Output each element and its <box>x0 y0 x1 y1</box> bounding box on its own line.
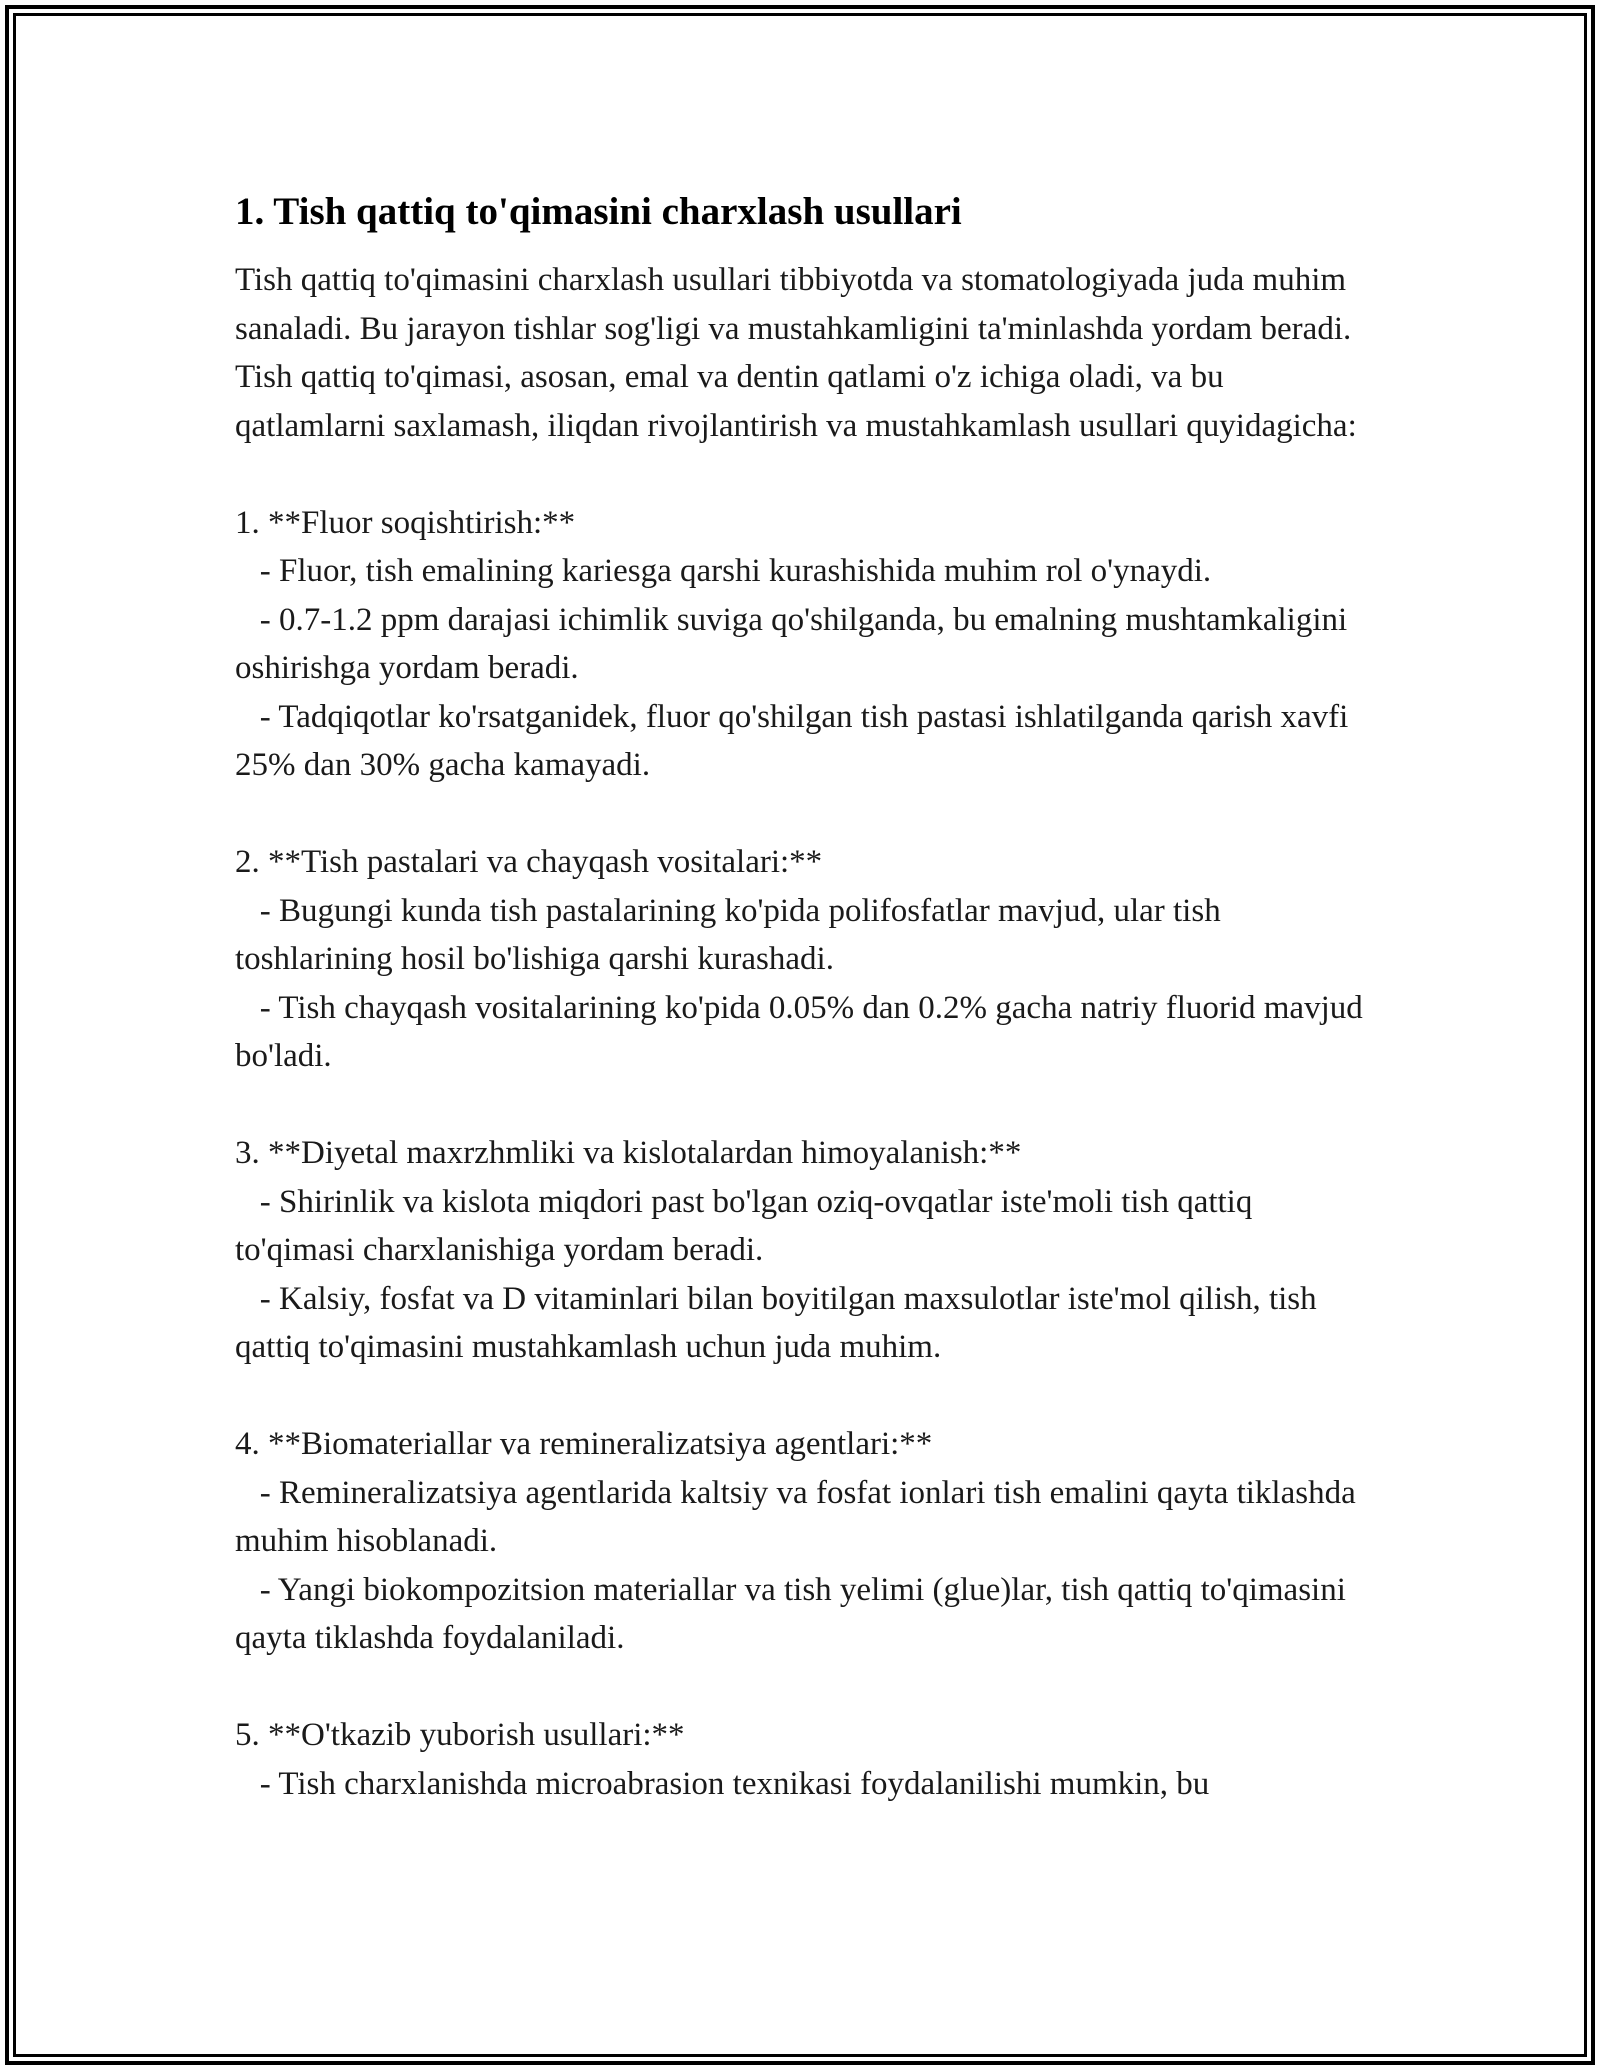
document-content <box>235 188 1375 1808</box>
document-body: Tish qattiq to'qimasini charxlash usullari tibbiyotda va stomatologiyada juda muhim sanaladi. Bu jarayon tishlar sog'ligi va mustahkamligini ta'minlashda yordam beradi. Tish qattiq to'qimasi, asosan, emal va dentin qatlami o'z ichiga oladi, va bu qatlamlarni saxlamash, iliqdan rivojlantirish va mustahkamlash usullari quyidagicha: 1. **Fluor soqishtirish:** - Fluor, tish emalining kariesga qarshi kurashishida muhim rol o'ynaydi. - 0.7-1.2 ppm darajasi ichimlik suviga qo'shilganda, bu emalning mushtamkaligini oshirishga yordam beradi. - Tadqiqotlar ko'rsatganidek, fluor qo'shilgan tish pastasi ishlatilganda qarish xavfi 25% dan 30% gacha kamayadi. 2. **Tish pastalari va chayqash vositalari:** - Bugungi kunda tish pastalarining ko'pida polifosfatlar mavjud, ular tish toshlarining hosil bo'lishiga qarshi kurashadi. - Tish chayqash vositalarining ko'pida 0.05% dan 0.2% gacha natriy fluorid mavjud bo'ladi. 3. **Diyetal maxrzhmliki va kislotalardan himoyalanish:** - Shirinlik va kislota miqdori past bo'lgan oziq-ovqatlar iste'moli tish qattiq to'qimasi charxlanishiga yordam beradi. - Kalsiy, fosfat va D vitaminlari bilan boyitilgan maxsulotlar iste'mol qilish, tish qattiq to'qimasini mustahkamlash uchun juda muhim. 4. **Biomateriallar va remineralizatsiya agentlari:** - Remineralizatsiya agentlarida kaltsiy va fosfat ionlari tish emalini qayta tiklashda muhim hisoblanadi. - Yangi biokompozitsion materiallar va tish yelimi (glue)lar, tish qattiq to'qimasini qayta tiklashda foydalaniladi. 5. **O'tkazib yuborish usullari:** - Tish charxlanishda microabrasion texnikasi foydalanilishi mumkin, bu <box>235 262 1363 1802</box>
document-title: 1. Tish qattiq to'qimasini charxlash usullari <box>235 190 962 233</box>
